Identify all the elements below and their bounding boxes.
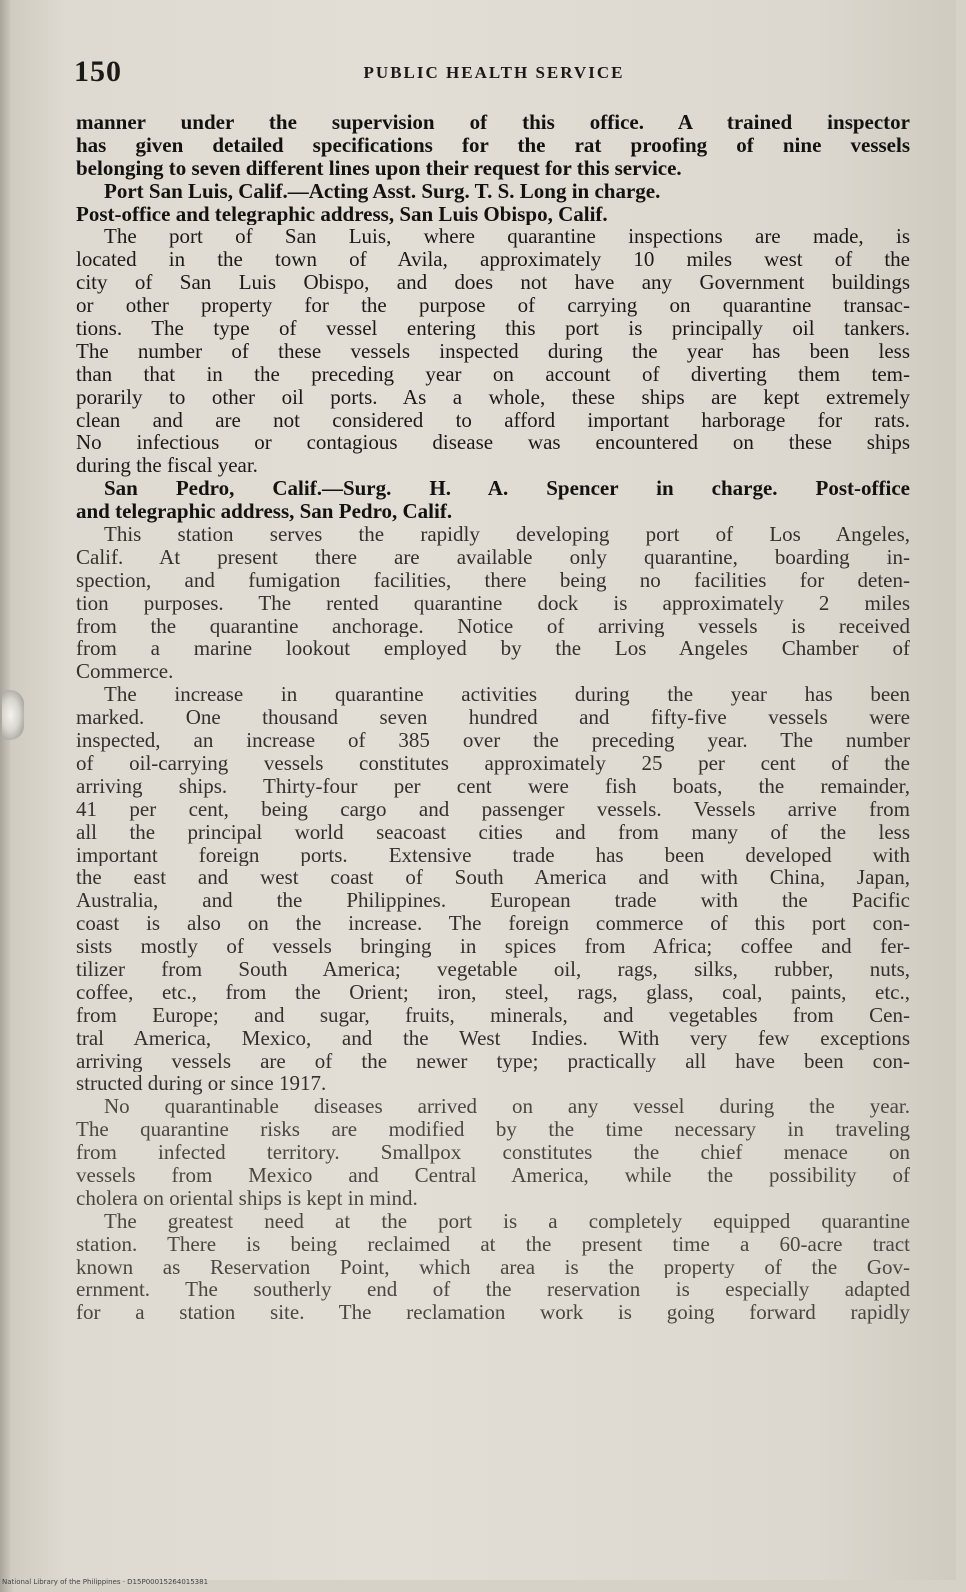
text-line: clean and are not considered to afford important harborage for rats. (76, 408, 910, 432)
text-line: porarily to other oil ports. As a whole, these ships are kept extremely (76, 385, 910, 409)
text-line: The port of San Luis, where quarantine inspections are made, is (104, 225, 910, 249)
text-line: the east and west coast of South America and with China, Japan, (76, 866, 910, 890)
text-line: has given detailed specifications for the rat proofing of nine vessels (76, 133, 910, 157)
text-line: sists mostly of vessels bringing in spices from Africa; coffee and fer- (76, 935, 910, 958)
text-line: The quarantine risks are modified by the time necessary in traveling (76, 1118, 910, 1142)
binding-clip-mark (2, 690, 24, 740)
text-line: and telegraphic address, San Pedro, Calif. (76, 500, 453, 524)
text-line: inspected, an increase of 385 over the preceding year. The number (76, 729, 910, 752)
text-line: Post-office and telegraphic address, San Luis Obispo, Calif. (76, 202, 608, 226)
text-line: No quarantinable diseases arrived on any vessel during the year. (104, 1095, 910, 1119)
text-line: or other property for the purpose of carrying on quarantine transac- (76, 294, 910, 318)
text-line: The number of these vessels inspected during the year has been less (76, 339, 910, 363)
text-line: belonging to seven different lines upon their request for this service. (76, 156, 682, 180)
text-line: for a station site. The reclamation work is going forward rapidly (76, 1301, 910, 1325)
text-line: Australia, and the Philippines. European trade with the Pacific (76, 889, 910, 913)
text-line: The increase in quarantine activities during the year has been (104, 683, 910, 707)
text-line: Commerce. (76, 660, 174, 684)
text-line: from infected territory. Smallpox constitutes the chief menace on (76, 1141, 910, 1164)
text-line: of oil-carrying vessels constitutes approximately 25 per cent of the (76, 751, 910, 775)
page-header (74, 55, 914, 95)
text-line: tion purposes. The rented quarantine dock is approximately 2 miles (76, 591, 910, 615)
page-number: 150 (74, 55, 122, 88)
text-line: located in the town of Avila, approximately 10 miles west of the (76, 248, 910, 272)
text-line: marked. One thousand seven hundred and fifty-five vessels were (76, 706, 910, 730)
text-line: from the quarantine anchorage. Notice of arriving vessels is received (76, 614, 910, 638)
running-head: PUBLIC HEALTH SERVICE (363, 63, 625, 82)
text-line: during the fiscal year. (76, 454, 258, 478)
text-line: all the principal world seacoast cities and from many of the less (76, 820, 910, 844)
text-line: cholera on oriental ships is kept in mind. (76, 1186, 418, 1210)
text-line: manner under the supervision of this office. A trained inspector (76, 111, 910, 134)
text-line: from a marine lookout employed by the Los Angeles Chamber of (76, 637, 910, 661)
text-line: The greatest need at the port is a completely equipped quarantine (104, 1209, 910, 1233)
text-line: tilizer from South America; vegetable oil, rags, silks, rubber, nuts, (76, 957, 910, 981)
text-line: Calif. At present there are available only quarantine, boarding in- (76, 545, 910, 569)
text-line: tions. The type of vessel entering this port is principally oil tankers. (76, 317, 910, 340)
text-line: coffee, etc., from the Orient; iron, steel, rags, glass, coal, paints, etc., (76, 980, 910, 1004)
text-line: than that in the preceding year on account of diverting them tem- (76, 362, 910, 386)
section-heading-san-pedro: San Pedro, Calif.—Surg. H. A. Spencer in charge. Post-office (104, 477, 910, 501)
body-text (76, 111, 910, 1324)
text-line: vessels from Mexico and Central America, while the possibility of (76, 1163, 910, 1187)
text-line: known as Reservation Point, which area is the property of the Gov- (76, 1255, 910, 1279)
text-line: 41 per cent, being cargo and passenger vessels. Vessels arrive from (76, 797, 910, 821)
text-line: important foreign ports. Extensive trade has been developed with (76, 843, 910, 867)
text-line: coast is also on the increase. The foreign commerce of this port con- (76, 912, 910, 936)
text-line: from Europe; and sugar, fruits, minerals, and vegetables from Cen- (76, 1003, 910, 1027)
section-heading-port-san-luis: Port San Luis, Calif.—Acting Asst. Surg. T. S. Long in charge. (104, 179, 661, 203)
text-line: station. There is being reclaimed at the present time a 60-acre tract (76, 1232, 910, 1256)
text-line: No infectious or contagious disease was encountered on these ships (76, 431, 910, 455)
text-line: ernment. The southerly end of the reservation is especially adapted (76, 1278, 910, 1302)
text-line: tral America, Mexico, and the West Indies. With very few exceptions (76, 1026, 910, 1050)
text-line: arriving ships. Thirty-four per cent were fish boats, the remainder, (76, 774, 910, 798)
text-line: This station serves the rapidly developing port of Los Angeles, (104, 523, 910, 546)
text-line: arriving vessels are of the newer type; practically all have been con- (76, 1049, 910, 1073)
scan-credit: National Library of the Philippines · D15P00015264015381 (2, 1578, 209, 1586)
text-line: spection, and fumigation facilities, there being no facilities for deten- (76, 568, 910, 592)
text-line: structed during or since 1917. (76, 1072, 327, 1096)
text-line: city of San Luis Obispo, and does not have any Government buildings (76, 271, 910, 295)
